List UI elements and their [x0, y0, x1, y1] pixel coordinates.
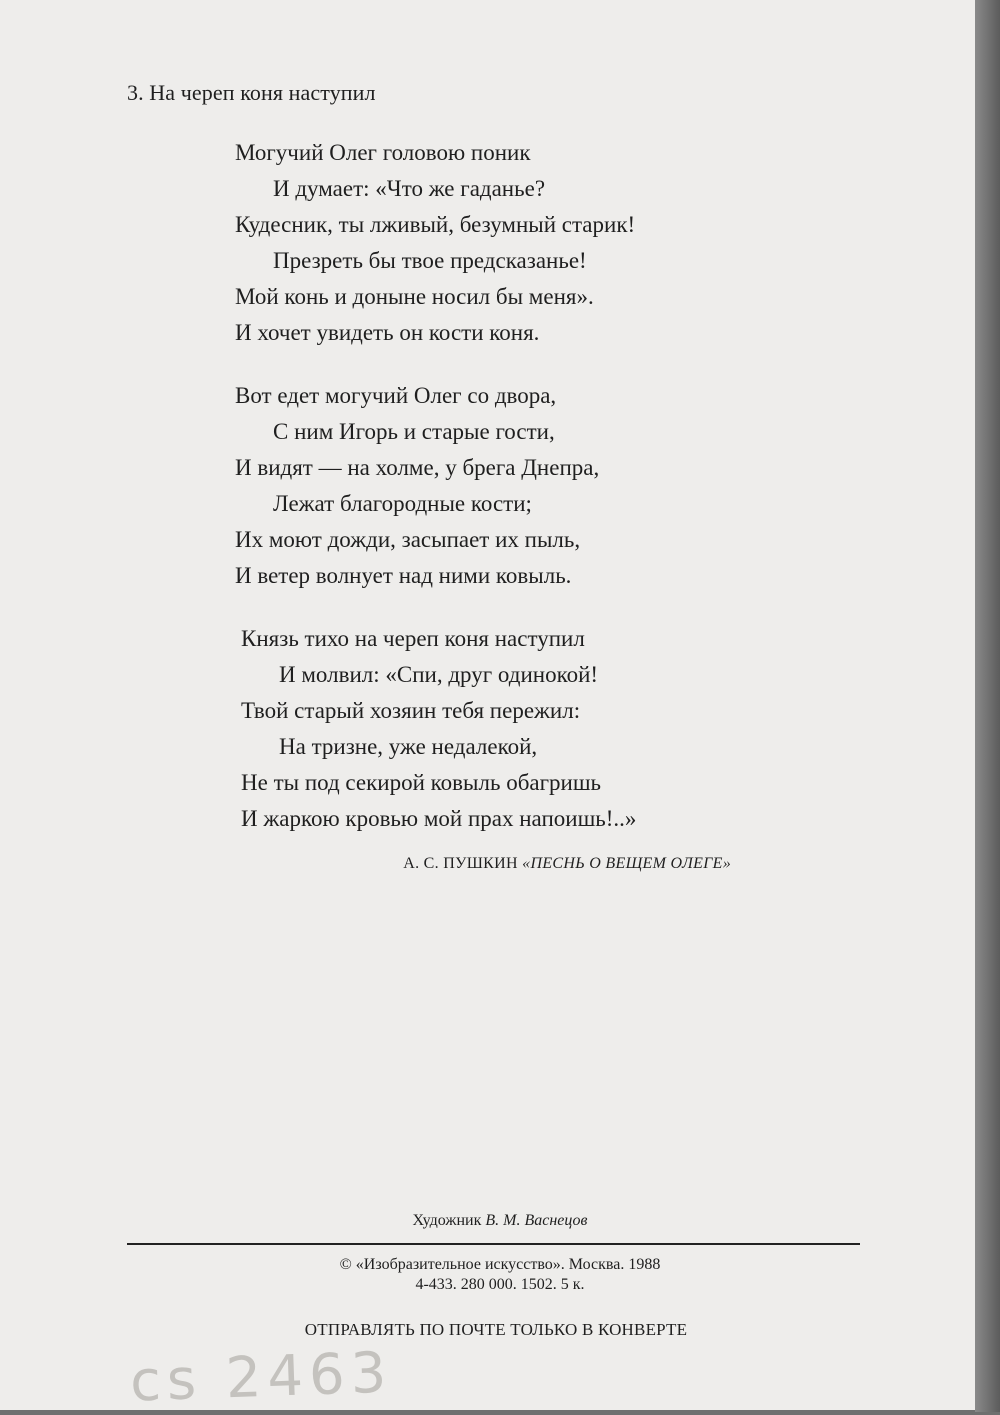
catalog-line: 4-433. 280 000. 1502. 5 к.: [415, 1276, 585, 1293]
scan-edge: [975, 0, 1000, 1412]
publisher-info: [0, 1255, 1000, 1295]
stanza-2: [235, 378, 599, 594]
poem-line: Твой старый хозяин тебя пережил:: [241, 698, 581, 723]
poem-line: Могучий Олег головою поник: [235, 140, 531, 165]
poem-line: Мой конь и доныне носил бы меня».: [235, 284, 594, 309]
artist-credit: [0, 1212, 1000, 1230]
stanza-3: [235, 621, 636, 837]
poem-line: Кудесник, ты лживый, безумный старик!: [235, 212, 636, 237]
poem-line: И ветер волнует над ними ковыль.: [235, 563, 572, 588]
poem-line: И хочет увидеть он кости коня.: [235, 320, 540, 345]
poem-line: Князь тихо на череп коня наступил: [241, 626, 585, 651]
artist-name: В. М. Васнецов: [485, 1212, 588, 1229]
poem-line: И молвил: «Спи, друг одинокой!: [279, 662, 599, 687]
poem-line: И жаркою кровью мой прах напоишь!..»: [241, 806, 637, 831]
publisher-line: © «Изобразительное искусство». Москва. 1988: [339, 1256, 661, 1273]
section-heading: 3. На череп коня наступил: [127, 80, 376, 105]
poem-line: И думает: «Что же гаданье?: [273, 176, 546, 201]
poem-line: Презреть бы твое предсказанье!: [273, 248, 587, 273]
poem-line: Лежат благородные кости;: [273, 491, 532, 516]
poem-line: С ним Игорь и старые гости,: [273, 419, 555, 444]
poem-line: Не ты под секирой ковыль обагришь: [241, 770, 602, 795]
author-name: А. С. ПУШКИН: [403, 855, 518, 872]
poem-attribution: [403, 855, 731, 873]
work-title: «ПЕСНЬ О ВЕЩЕМ ОЛЕГЕ»: [522, 855, 731, 872]
poem-line: На тризне, уже недалекой,: [279, 734, 538, 759]
stanza-1: [235, 135, 635, 351]
poem-line: Вот едет могучий Олег со двора,: [235, 383, 557, 408]
artist-label: Художник: [412, 1212, 482, 1229]
poem-line: Их моют дожди, засыпает их пыль,: [235, 527, 581, 552]
mailing-note: ОТПРАВЛЯТЬ ПО ПОЧТЕ ТОЛЬКО В КОНВЕРТЕ: [304, 1320, 688, 1339]
poem-line: И видят — на холме, у брега Днепра,: [235, 455, 600, 480]
handwritten-number: cs 2463: [128, 1340, 394, 1415]
divider: [127, 1243, 860, 1245]
